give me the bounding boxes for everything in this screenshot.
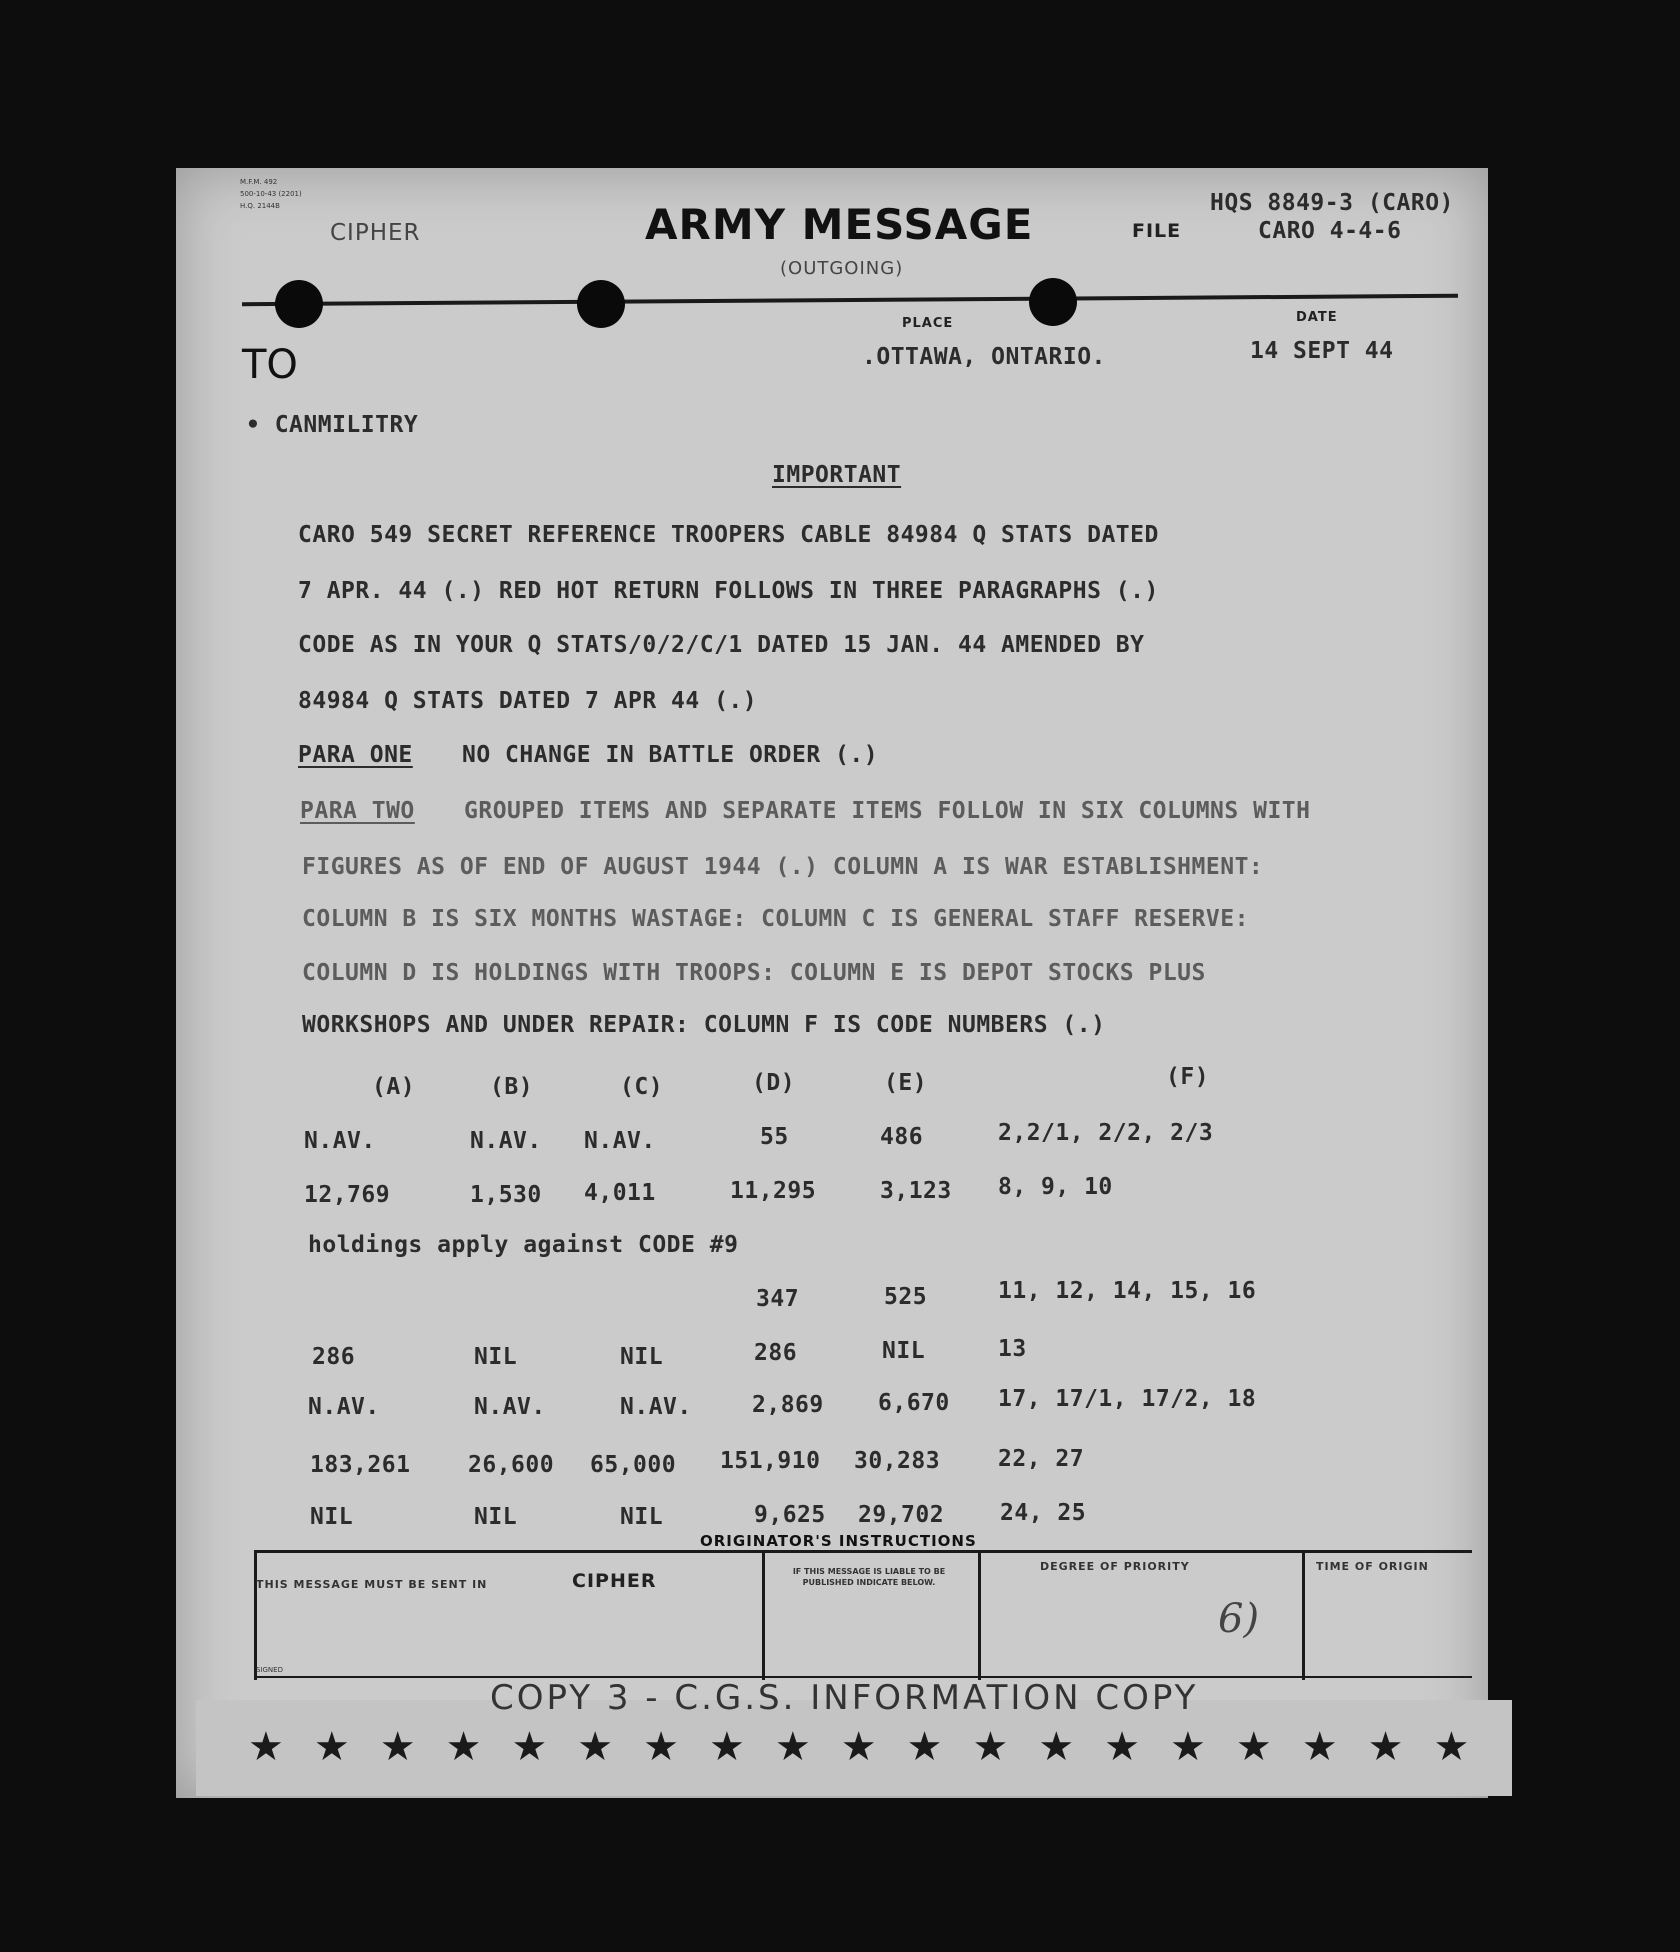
table-cell: 525 bbox=[884, 1284, 928, 1310]
table-cell: 3,123 bbox=[880, 1178, 952, 1204]
table-cell: 2,869 bbox=[752, 1392, 824, 1418]
message-line-4: 84984 Q STATS DATED 7 APR 44 (.) bbox=[298, 688, 758, 714]
instructions-border-left bbox=[254, 1552, 257, 1680]
table-cell: 286 bbox=[754, 1340, 798, 1366]
table-cell: NIL bbox=[620, 1344, 664, 1370]
place-label: PLACE bbox=[902, 316, 954, 331]
date-value: 14 SEPT 44 bbox=[1250, 338, 1394, 364]
handwritten-mark: 6) bbox=[1218, 1596, 1260, 1642]
message-line-1: CARO 549 SECRET REFERENCE TROOPERS CABLE 84984 Q STATS DATED bbox=[298, 522, 1159, 548]
table-cell: NIL bbox=[310, 1504, 354, 1530]
date-label: DATE bbox=[1296, 310, 1338, 325]
table-cell: NIL bbox=[474, 1504, 518, 1530]
punch-hole-right bbox=[1029, 278, 1077, 326]
table-cell: 11, 12, 14, 15, 16 bbox=[998, 1278, 1257, 1304]
file-label: FILE bbox=[1132, 220, 1182, 242]
table-cell: 286 bbox=[312, 1344, 356, 1370]
table-cell: 13 bbox=[998, 1336, 1027, 1362]
page-subtitle: (OUTGOING) bbox=[780, 258, 904, 279]
form-code-1: M.F.M. 492 bbox=[240, 178, 278, 186]
table-cell: NIL bbox=[474, 1344, 518, 1370]
place-value: .OTTAWA, ONTARIO. bbox=[862, 344, 1106, 370]
para-two-text: GROUPED ITEMS AND SEPARATE ITEMS FOLLOW IN SIX COLUMNS WITH bbox=[464, 798, 1311, 824]
to-label: TO bbox=[242, 342, 298, 388]
time-origin-label: TIME OF ORIGIN bbox=[1316, 1560, 1429, 1573]
table-cell: 2,2/1, 2/2, 2/3 bbox=[998, 1120, 1214, 1146]
table-cell: 6,670 bbox=[878, 1390, 950, 1416]
table-cell: N.AV. bbox=[304, 1128, 376, 1154]
page-title: ARMY MESSAGE bbox=[645, 200, 1034, 249]
punch-hole-middle bbox=[577, 280, 625, 328]
file-number: CARO 4-4-6 bbox=[1258, 218, 1402, 244]
column-header-c: (C) bbox=[620, 1074, 664, 1100]
column-header-d: (D) bbox=[752, 1070, 796, 1096]
instructions-divider-1 bbox=[762, 1552, 765, 1680]
table-cell: N.AV. bbox=[474, 1394, 546, 1420]
para-two-line-2: COLUMN B IS SIX MONTHS WASTAGE: COLUMN C IS GENERAL STAFF RESERVE: bbox=[302, 906, 1249, 932]
para-two-line-3: COLUMN D IS HOLDINGS WITH TROOPS: COLUMN E IS DEPOT STOCKS PLUS bbox=[302, 960, 1206, 986]
table-cell: 17, 17/1, 17/2, 18 bbox=[998, 1386, 1257, 1412]
message-line-2: 7 APR. 44 (.) RED HOT RETURN FOLLOWS IN THREE PARAGRAPHS (.) bbox=[298, 578, 1159, 604]
table-cell: N.AV. bbox=[584, 1128, 656, 1154]
copy-designation: COPY 3 - C.G.S. INFORMATION COPY bbox=[490, 1678, 1199, 1718]
table-cell: 26,600 bbox=[468, 1452, 555, 1478]
para-two-label: PARA TWO bbox=[300, 798, 415, 824]
column-header-b: (B) bbox=[490, 1074, 534, 1100]
form-code-3: H.Q. 2144B bbox=[240, 202, 280, 210]
message-heading: IMPORTANT bbox=[772, 462, 902, 488]
column-header-e: (E) bbox=[884, 1070, 928, 1096]
column-header-f: (F) bbox=[1166, 1064, 1210, 1090]
form-code-2: 500-10-43 (2201) bbox=[240, 190, 302, 198]
table-cell: 151,910 bbox=[720, 1448, 821, 1474]
table-cell: 9,625 bbox=[754, 1502, 826, 1528]
table-cell: NIL bbox=[882, 1338, 926, 1364]
table-cell: 29,702 bbox=[858, 1502, 945, 1528]
para-two-line-4: WORKSHOPS AND UNDER REPAIR: COLUMN F IS CODE NUMBERS (.) bbox=[302, 1012, 1106, 1038]
recipient: • CANMILITRY bbox=[246, 412, 419, 438]
table-cell: 1,530 bbox=[470, 1182, 542, 1208]
table-cell: 486 bbox=[880, 1124, 924, 1150]
instructions-rule-top bbox=[254, 1550, 1472, 1553]
column-header-a: (A) bbox=[372, 1074, 416, 1100]
para-one-text: NO CHANGE IN BATTLE ORDER (.) bbox=[462, 742, 879, 768]
table-cell: 22, 27 bbox=[998, 1446, 1085, 1472]
para-one-label: PARA ONE bbox=[298, 742, 413, 768]
table-cell: 55 bbox=[760, 1124, 789, 1150]
table-cell: 8, 9, 10 bbox=[998, 1174, 1113, 1200]
table-cell: 11,295 bbox=[730, 1178, 817, 1204]
table-cell: N.AV. bbox=[470, 1128, 542, 1154]
stars-border: ★★★★★★★★★★★★★★★★★★★ bbox=[248, 1724, 1500, 1770]
table-cell: 4,011 bbox=[584, 1180, 656, 1206]
published-note: IF THIS MESSAGE IS LIABLE TO BE PUBLISHED INDICATE BELOW. bbox=[792, 1567, 946, 1587]
cipher-requirement: CIPHER bbox=[572, 1570, 657, 1592]
table-cell: 183,261 bbox=[310, 1452, 411, 1478]
reference-number: HQS 8849-3 (CARO) bbox=[1210, 190, 1454, 216]
must-be-sent-label: THIS MESSAGE MUST BE SENT IN bbox=[256, 1578, 488, 1591]
para-two-line-1: FIGURES AS OF END OF AUGUST 1944 (.) COLUMN A IS WAR ESTABLISHMENT: bbox=[302, 854, 1264, 880]
table-cell: NIL bbox=[620, 1504, 664, 1530]
cipher-stamp: CIPHER bbox=[330, 220, 421, 246]
table-cell: 347 bbox=[756, 1286, 800, 1312]
instructions-divider-2 bbox=[978, 1552, 981, 1680]
punch-hole-left bbox=[275, 280, 323, 328]
table-note: holdings apply against CODE #9 bbox=[308, 1232, 739, 1258]
signed-label: SIGNED bbox=[256, 1666, 283, 1674]
table-cell: N.AV. bbox=[308, 1394, 380, 1420]
originator-title: ORIGINATOR'S INSTRUCTIONS bbox=[700, 1532, 977, 1550]
table-cell: N.AV. bbox=[620, 1394, 692, 1420]
message-line-3: CODE AS IN YOUR Q STATS/0/2/C/1 DATED 15 JAN. 44 AMENDED BY bbox=[298, 632, 1145, 658]
table-cell: 24, 25 bbox=[1000, 1500, 1087, 1526]
table-cell: 12,769 bbox=[304, 1182, 391, 1208]
table-cell: 65,000 bbox=[590, 1452, 677, 1478]
instructions-divider-3 bbox=[1302, 1552, 1305, 1680]
priority-label: DEGREE OF PRIORITY bbox=[1040, 1560, 1190, 1573]
table-cell: 30,283 bbox=[854, 1448, 941, 1474]
